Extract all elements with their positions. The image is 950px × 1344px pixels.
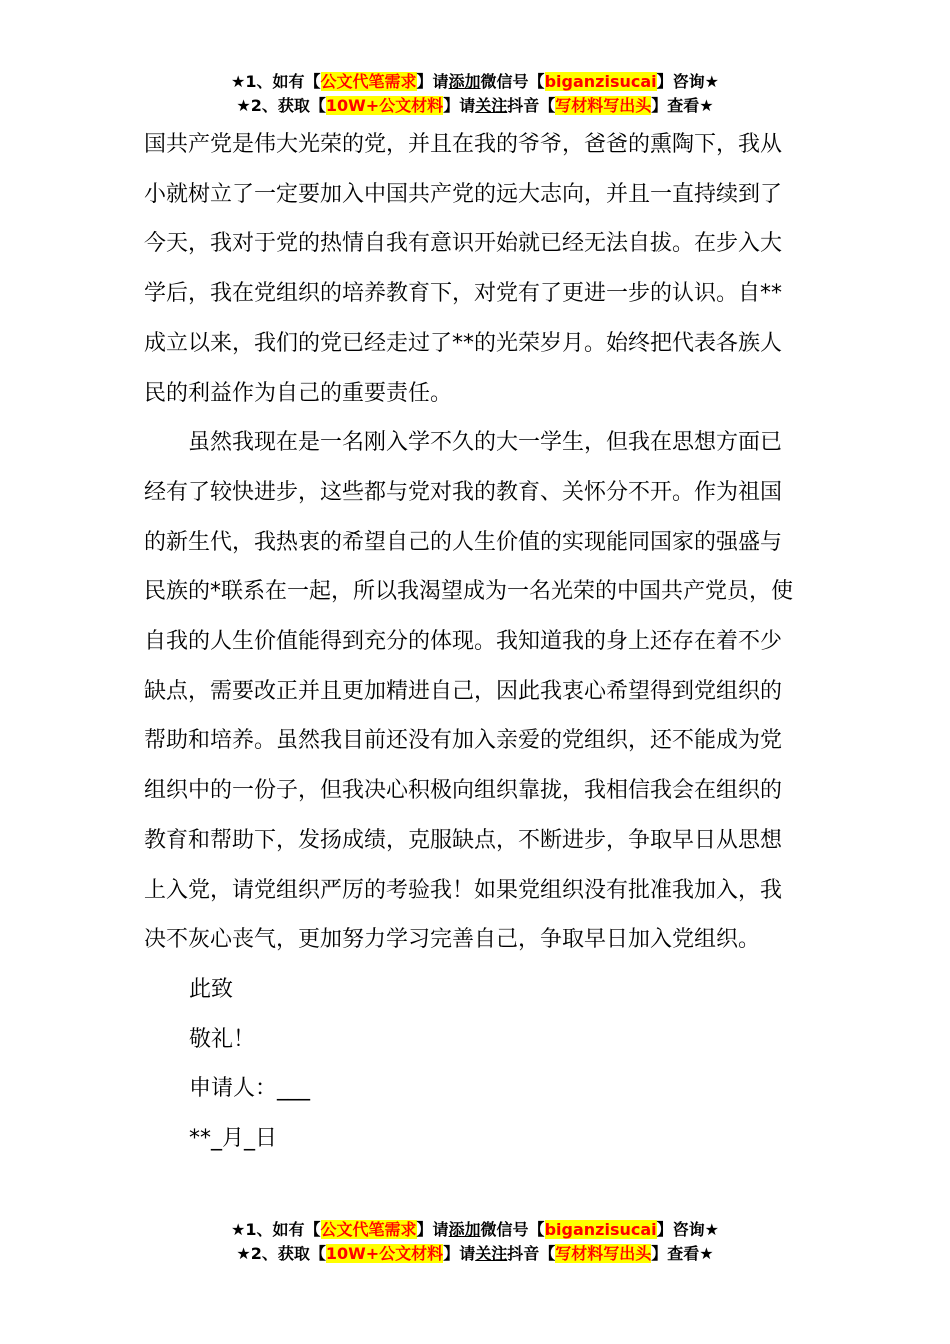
text-line: 决不灰心丧气，更加努力学习完善自己，争取早日加入党组织。 (144, 927, 761, 953)
banner-line-1: ★1、如有【公文代笔需求】请添加微信号【biganzisucai】咨询★ (231, 1220, 719, 1239)
text-line: 今天，我对于党的热情自我有意识开始就已经无法自拔。在步入大 (144, 231, 783, 257)
applicant-signature: 申请人：___ (189, 1076, 311, 1102)
date-line: **_月_日 (189, 1126, 278, 1152)
header-banner (0, 70, 950, 118)
highlight-wechat-id: biganzisucai (544, 72, 657, 91)
text-line: 虽然我现在是一名刚入学不久的大一学生，但我在思想方面已 (144, 430, 783, 456)
highlight-douyin-id: 写材料写出头 (555, 1244, 652, 1263)
text-line: 学后，我在党组织的培养教育下，对党有了更进一步的认识。自** (144, 281, 783, 307)
highlight-douyin-id: 写材料写出头 (555, 96, 652, 115)
banner-line-2: ★2、获取【10W+公文材料】请关注抖音【写材料写出头】查看★ (236, 96, 714, 115)
highlight-materials: 10W+公文材料 (325, 1244, 444, 1263)
text-line: 教育和帮助下，发扬成绩，克服缺点，不断进步，争取早日从思想 (144, 827, 783, 853)
paragraph-2 (144, 418, 809, 965)
highlight-service: 公文代笔需求 (320, 1220, 417, 1239)
banner-line-1: ★1、如有【公文代笔需求】请添加微信号【biganzisucai】咨询★ (231, 72, 719, 91)
text-line: 自我的人生价值能得到充分的体现。我知道我的身上还存在着不少 (144, 629, 783, 655)
banner-line-2: ★2、获取【10W+公文材料】请关注抖音【写材料写出头】查看★ (236, 1244, 714, 1263)
footer-banner (0, 1218, 950, 1266)
highlight-materials: 10W+公文材料 (325, 96, 444, 115)
text-line: 小就树立了一定要加入中国共产党的远大志向，并且一直持续到了 (144, 181, 783, 207)
text-line: 成立以来，我们的党已经走过了**的光荣岁月。始终把代表各族人 (144, 330, 783, 356)
text-line: 帮助和培养。虽然我目前还没有加入亲爱的党组织，还不能成为党 (144, 728, 783, 754)
text-line: 经有了较快进步，这些都与党对我的教育、关怀分不开。作为祖国 (144, 479, 783, 505)
letter-body (144, 120, 809, 1164)
text-line: 的新生代，我热衷的希望自己的人生价值的实现能同国家的强盛与 (144, 529, 783, 555)
text-line: 上入党，请党组织严厉的考验我！如果党组织没有批准我加入，我 (144, 877, 783, 903)
text-line: 民族的*联系在一起，所以我渴望成为一名光荣的中国共产党员，使 (144, 579, 794, 605)
highlight-service: 公文代笔需求 (320, 72, 417, 91)
salutation-line-1: 此致 (189, 976, 234, 1002)
text-line: 缺点，需要改正并且更加精进自己，因此我衷心希望得到党组织的 (144, 678, 783, 704)
closing-block (144, 965, 809, 1164)
paragraph-1 (144, 120, 809, 418)
text-line: 国共产党是伟大光荣的党，并且在我的爷爷，爸爸的熏陶下，我从 (144, 132, 783, 157)
text-line: 民的利益作为自己的重要责任。 (144, 380, 453, 406)
salutation-line-2: 敬礼！ (189, 1026, 256, 1052)
highlight-wechat-id: biganzisucai (544, 1220, 657, 1239)
text-line: 组织中的一份子，但我决心积极向组织靠拢，我相信我会在组织的 (144, 778, 783, 804)
